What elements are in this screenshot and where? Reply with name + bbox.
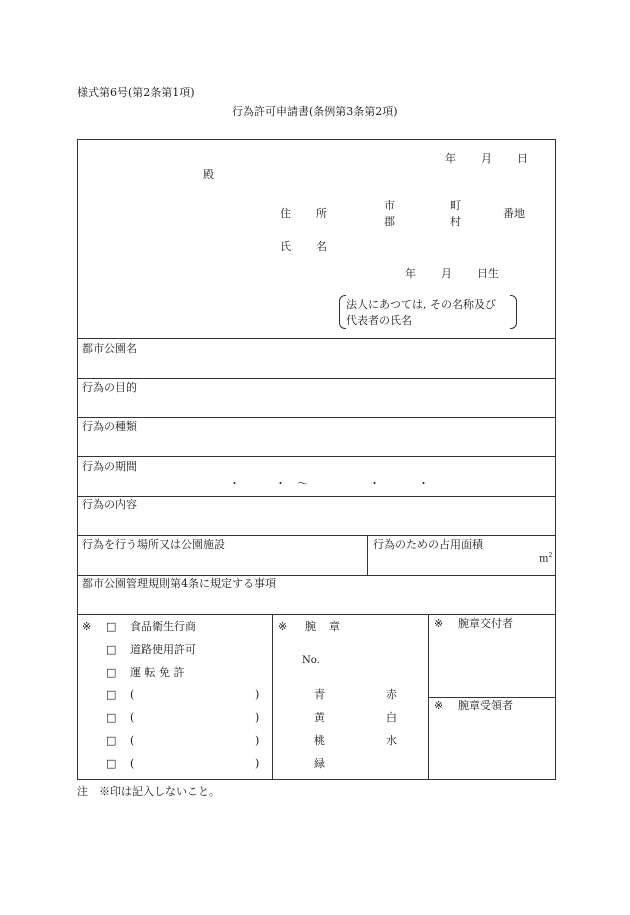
date-day-label: 日 — [517, 152, 528, 165]
area-label: 行為のための占用面積 — [373, 538, 483, 551]
rule-items-label: 都市公園管理規則第4条に規定する事項 — [82, 577, 276, 590]
paren-close: ) — [255, 688, 260, 701]
receiver-label: 腕章受領者 — [458, 699, 513, 712]
checkbox-icon: □ — [106, 734, 117, 747]
checkbox-icon: □ — [106, 620, 117, 633]
period-separator: ・ — [229, 477, 240, 490]
cell-divider — [428, 697, 556, 698]
left-bracket — [339, 295, 346, 329]
corporate-note: 代表者の氏名 — [346, 314, 412, 327]
row-divider — [77, 417, 556, 418]
cell-divider — [272, 614, 273, 780]
note-mark: ※ — [434, 617, 444, 630]
color-option: 青 — [314, 688, 325, 701]
paren-open: ( — [130, 757, 135, 770]
county-label: 郡 — [384, 215, 395, 228]
address-label: 所 — [316, 207, 327, 220]
form-title: 行為許可申請書(条例第3条第2項) — [232, 105, 398, 118]
birth-month-label: 月 — [441, 267, 452, 280]
paren-close: ) — [255, 734, 260, 747]
town-label: 町 — [450, 199, 461, 212]
armband-label: 腕 — [305, 620, 316, 633]
name-label: 氏 — [280, 240, 291, 253]
park-name-label: 都市公園名 — [82, 342, 137, 355]
purpose-label: 行為の目的 — [82, 381, 137, 394]
armband-number-label: No. — [302, 655, 320, 666]
paren-open: ( — [130, 688, 135, 701]
row-divider — [77, 456, 556, 457]
checkbox-icon: □ — [106, 688, 117, 701]
birth-year-label: 年 — [405, 267, 416, 280]
note-mark: ※ — [434, 699, 444, 712]
checkbox-icon: □ — [106, 757, 117, 770]
date-year-label: 年 — [445, 152, 456, 165]
period-label: 行為の期間 — [82, 460, 137, 473]
city-label: 市 — [384, 199, 395, 212]
row-divider — [77, 378, 556, 379]
color-option: 桃 — [314, 734, 325, 747]
form-number: 様式第6号(第2条第1項) — [77, 86, 195, 99]
paren-close: ) — [255, 711, 260, 724]
period-separator: ・ — [418, 477, 429, 490]
type-label: 行為の種類 — [82, 420, 137, 433]
checkbox-icon: □ — [106, 643, 117, 656]
right-bracket — [510, 295, 517, 329]
row-divider — [77, 575, 556, 576]
date-month-label: 月 — [481, 152, 492, 165]
issuer-label: 腕章交付者 — [458, 617, 513, 630]
address-label: 住 — [280, 207, 291, 220]
footnote: 注 ※印は記入しないこと。 — [77, 785, 220, 798]
birth-day-label: 日生 — [477, 267, 499, 280]
note-mark: ※ — [82, 620, 92, 633]
paren-open: ( — [130, 734, 135, 747]
color-option: 水 — [386, 734, 397, 747]
item-label: 食品衛生行商 — [130, 620, 196, 633]
color-option: 赤 — [386, 688, 397, 701]
item-label: 運 転 免 許 — [130, 666, 185, 679]
row-divider — [77, 535, 556, 536]
addressee-suffix: 殿 — [203, 168, 214, 181]
color-option: 黄 — [314, 711, 325, 724]
corporate-note: 法人にあつては, その名称及び — [346, 298, 496, 311]
checkbox-icon: □ — [106, 711, 117, 724]
name-label: 名 — [316, 240, 327, 253]
paren-close: ) — [255, 757, 260, 770]
period-separator: ・ — [369, 477, 380, 490]
item-label: 道路使用許可 — [130, 643, 196, 656]
checkbox-icon: □ — [106, 666, 117, 679]
color-option: 緑 — [314, 757, 325, 770]
row-divider — [77, 496, 556, 497]
village-label: 村 — [450, 215, 461, 228]
color-option: 白 — [386, 711, 397, 724]
cell-divider — [367, 535, 368, 575]
content-label: 行為の内容 — [82, 498, 137, 511]
cell-divider — [428, 614, 429, 780]
row-divider — [77, 338, 556, 339]
place-label: 行為を行う場所又は公園施設 — [82, 538, 225, 551]
application-form — [77, 139, 556, 780]
row-divider — [77, 614, 556, 615]
paren-open: ( — [130, 711, 135, 724]
period-tilde: ～ — [297, 477, 308, 490]
area-unit: $m^2$ — [539, 552, 553, 565]
lot-number-label: 番地 — [503, 207, 525, 220]
period-separator: ・ — [275, 477, 286, 490]
note-mark: ※ — [278, 620, 288, 633]
armband-label: 章 — [329, 620, 340, 633]
